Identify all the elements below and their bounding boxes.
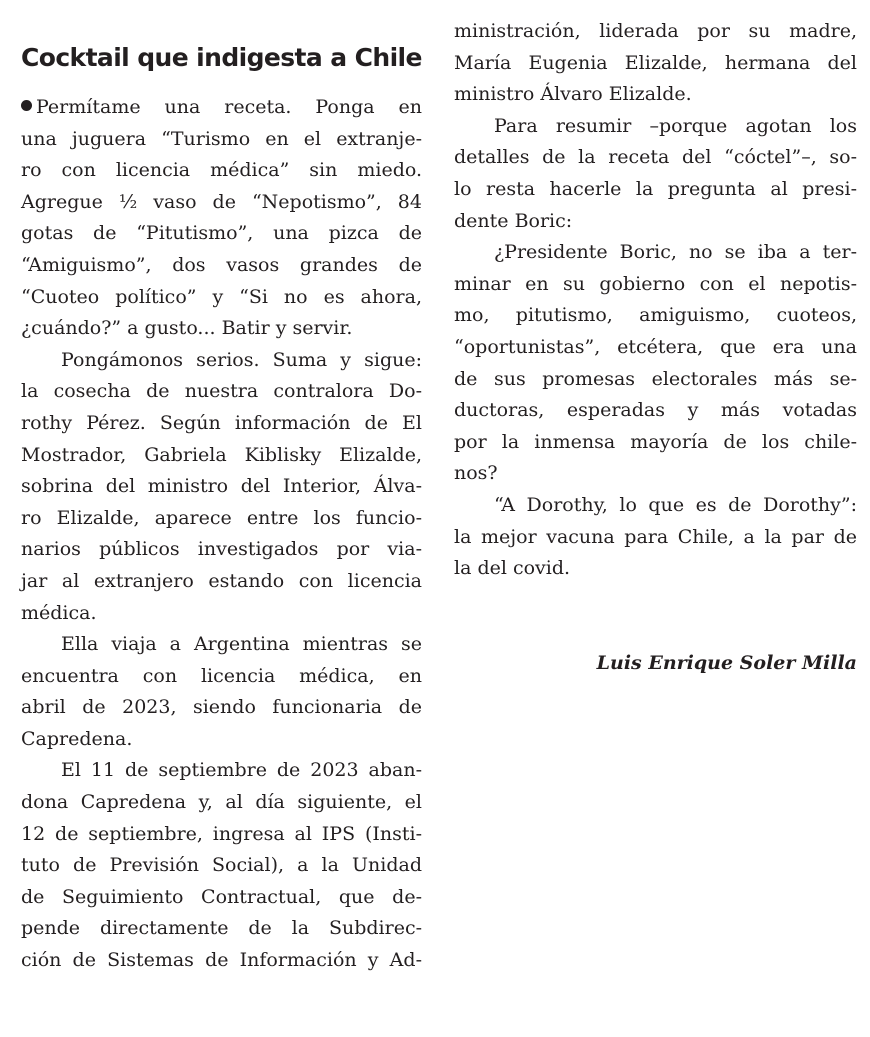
bullet-icon	[21, 100, 32, 111]
body-line: ¿Presidente Boric, no se iba a ter-	[494, 241, 857, 264]
body-line: rothy Pérez. Según información de El	[21, 411, 422, 434]
body-line: Pongámonos serios. Suma y sigue:	[61, 348, 422, 371]
body-line: ro Elizalde, aparece entre los funcio-	[21, 506, 422, 529]
body-line: ductoras, esperadas y más votadas	[454, 399, 857, 422]
body-line: la mejor vacuna para Chile, a la par de	[454, 525, 857, 548]
article-headline: Cocktail que indigesta a Chile	[21, 42, 422, 72]
body-line: Ella viaja a Argentina mientras se	[61, 633, 422, 656]
body-line: jar al extranjero estando con licencia	[21, 569, 422, 592]
body-line	[21, 92, 422, 124]
body-line: la cosecha de nuestra contralora Do-	[21, 380, 422, 403]
body-line: una juguera “Turismo en el extranje-	[21, 127, 422, 150]
body-line: gotas de “Pitutismo”, una pizca de	[21, 222, 422, 245]
body-line: narios públicos investigados por via-	[21, 538, 422, 561]
body-line: de sus promesas electorales más se-	[454, 367, 857, 390]
body-line: Mostrador, Gabriela Kiblisky Elizalde,	[21, 443, 422, 466]
body-line: 12 de septiembre, ingresa al IPS (Insti-	[21, 822, 422, 845]
body-line: pende directamente de la Subdirec-	[21, 917, 422, 940]
author-signature: Luis Enrique Soler Milla	[596, 652, 857, 674]
body-line: la del covid.	[454, 557, 571, 580]
body-line: encuentra con licencia médica, en	[21, 664, 422, 687]
body-line: dente Boric:	[454, 209, 573, 232]
body-line: “Amiguismo”, dos vasos grandes de	[21, 253, 422, 276]
body-line: abril de 2023, siendo funcionaria de	[21, 696, 422, 719]
body-line: tuto de Previsión Social), a la Unidad	[21, 854, 422, 877]
body-line: María Eugenia Elizalde, hermana del	[454, 51, 857, 74]
body-line: Para resumir –porque agotan los	[494, 114, 857, 137]
body-line: nos?	[454, 462, 498, 485]
body-line: médica.	[21, 601, 97, 624]
body-line: lo resta hacerle la pregunta al presi-	[454, 177, 857, 200]
right-column	[454, 0, 857, 585]
body-line: sobrina del ministro del Interior, Álva-	[21, 475, 422, 498]
body-line: ción de Sistemas de Información y Ad-	[21, 949, 422, 972]
body-line: El 11 de septiembre de 2023 aban-	[61, 759, 422, 782]
body-line: por la inmensa mayoría de los chile-	[454, 430, 857, 453]
body-line: “Cuoteo político” y “Si no es ahora,	[21, 285, 422, 308]
body-line: “oportunistas”, etcétera, que era una	[454, 335, 857, 358]
body-line: “A Dorothy, lo que es de Dorothy”:	[494, 493, 857, 516]
body-line: ro con licencia médica” sin miedo.	[21, 159, 422, 182]
body-line: ministración, liderada por su madre,	[454, 20, 857, 42]
body-line-text: Permítame una receta. Ponga en	[36, 96, 422, 118]
body-line: ministro Álvaro Elizalde.	[454, 83, 692, 106]
body-line: Agregue ½ vaso de “Nepotismo”, 84	[21, 190, 422, 213]
body-line: Capredena.	[21, 727, 133, 750]
body-line: de Seguimiento Contractual, que de-	[21, 885, 422, 908]
body-line: minar en su gobierno con el nepotis-	[454, 272, 857, 295]
body-line: dona Capredena y, al día siguiente, el	[21, 791, 422, 814]
body-line: ¿cuándo?” a gusto... Batir y servir.	[21, 317, 353, 340]
right-column-spacer	[454, 0, 857, 16]
left-column-spacer	[21, 0, 422, 92]
left-column	[21, 0, 422, 977]
body-line: detalles de la receta del “cóctel”–, so-	[454, 146, 857, 169]
body-line: mo, pitutismo, amiguismo, cuoteos,	[454, 304, 857, 327]
